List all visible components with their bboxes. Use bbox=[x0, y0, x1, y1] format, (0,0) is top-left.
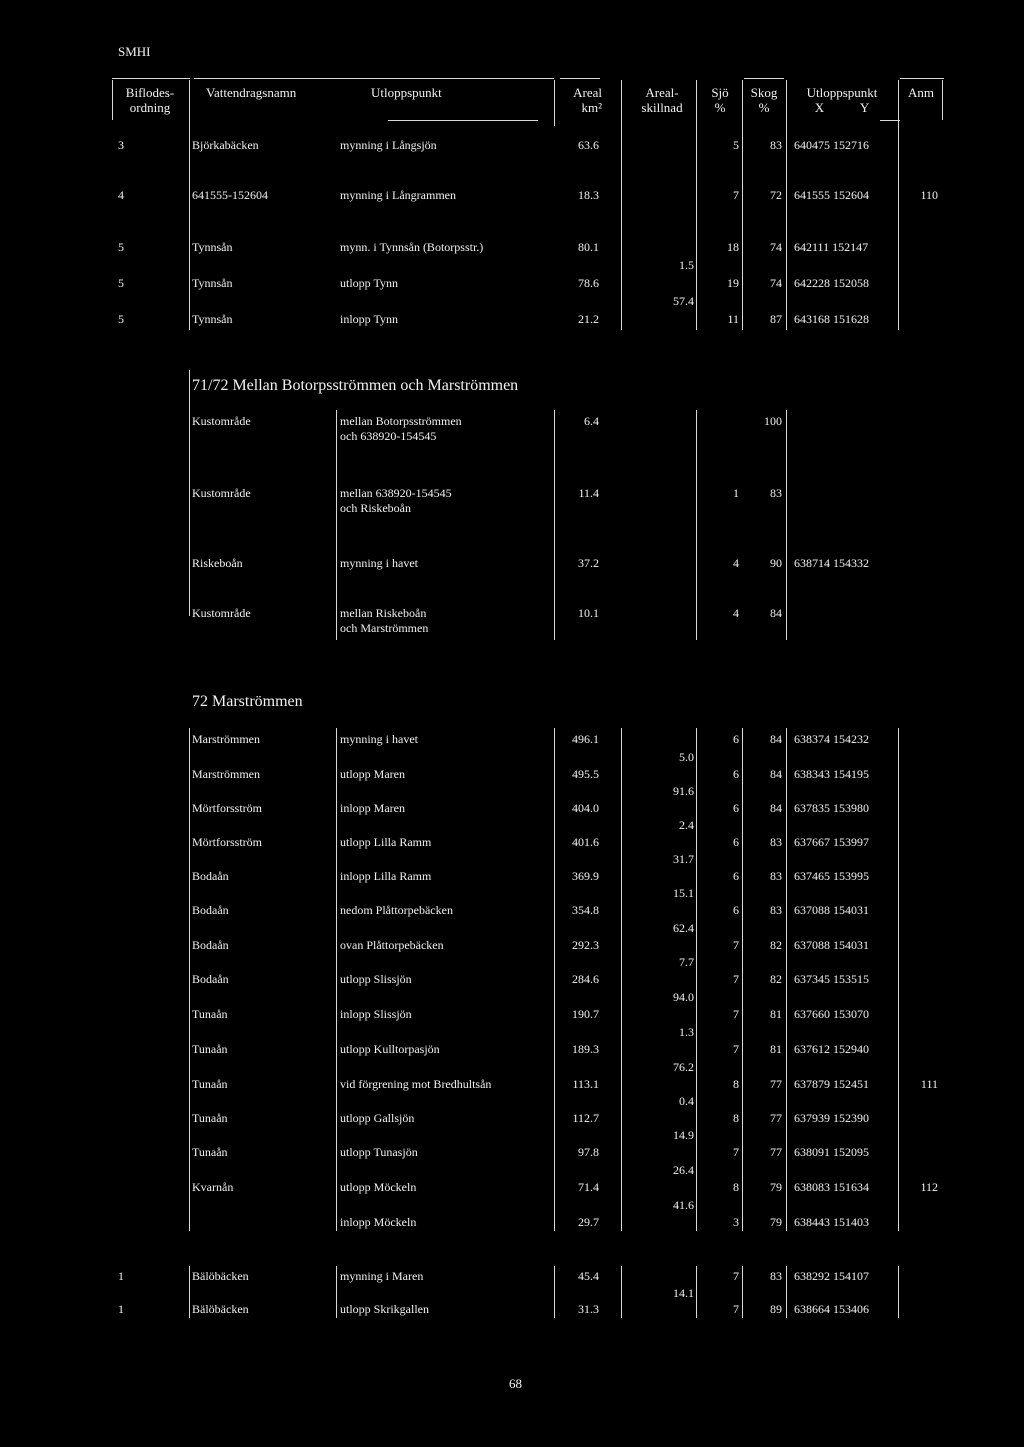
col-header-outlet: Utloppspunkt bbox=[371, 85, 442, 100]
cell-utlopp: mynning i havet bbox=[340, 556, 418, 570]
cell-areal: 354.8 bbox=[572, 903, 599, 917]
cell-areal: 18.3 bbox=[578, 188, 599, 202]
cell-skog: 83 bbox=[770, 138, 782, 152]
area-diff-value: 26.4 bbox=[673, 1163, 694, 1177]
cell-koord: 638714 154332 bbox=[794, 556, 869, 570]
col-header-lake: Sjö % bbox=[711, 85, 729, 115]
cell-koord: 637879 152451 bbox=[794, 1077, 869, 1091]
cell-sjo: 8 bbox=[733, 1077, 739, 1091]
cell-sjo: 5 bbox=[733, 138, 739, 152]
cell-skog: 81 bbox=[770, 1007, 782, 1021]
area-diff-value: 1.5 bbox=[679, 258, 694, 272]
cell-namn: Kustområde bbox=[192, 606, 251, 620]
cell-skog: 84 bbox=[770, 732, 782, 746]
cell-areal: 495.5 bbox=[572, 767, 599, 781]
cell-areal: 189.3 bbox=[572, 1042, 599, 1056]
cell-utlopp: ovan Plåttorpebäcken bbox=[340, 938, 444, 952]
cell-koord: 638343 154195 bbox=[794, 767, 869, 781]
cell-skog: 83 bbox=[770, 486, 782, 500]
cell-sjo: 7 bbox=[733, 1269, 739, 1283]
cell-skog: 82 bbox=[770, 938, 782, 952]
cell-utlopp: utlopp Lilla Ramm bbox=[340, 835, 432, 849]
cell-utlopp-line2: och Marströmmen bbox=[340, 621, 429, 635]
cell-koord: 641555 152604 bbox=[794, 188, 869, 202]
cell-sjo: 18 bbox=[727, 240, 739, 254]
area-diff-value: 76.2 bbox=[673, 1060, 694, 1074]
cell-ord: 3 bbox=[118, 138, 124, 152]
header-label: SMHI bbox=[118, 44, 151, 59]
cell-koord: 637835 153980 bbox=[794, 801, 869, 815]
cell-utlopp: utlopp Maren bbox=[340, 767, 405, 781]
section-heading-71-72: 71/72 Mellan Botorpsströmmen och Marströmmen bbox=[192, 377, 519, 394]
cell-areal: 6.4 bbox=[584, 414, 599, 428]
area-diff-value: 41.6 bbox=[673, 1198, 694, 1212]
cell-anm: 111 bbox=[920, 1077, 938, 1091]
cell-skog: 82 bbox=[770, 972, 782, 986]
cell-sjo: 7 bbox=[733, 1007, 739, 1021]
cell-areal: 10.1 bbox=[578, 606, 599, 620]
cell-sjo: 7 bbox=[733, 188, 739, 202]
cell-sjo: 1 bbox=[733, 486, 739, 500]
cell-utlopp: utlopp Slissjön bbox=[340, 972, 412, 986]
cell-koord: 638664 153406 bbox=[794, 1302, 869, 1316]
cell-sjo: 6 bbox=[733, 732, 739, 746]
cell-namn: Marströmmen bbox=[192, 767, 260, 781]
cell-areal: 113.1 bbox=[572, 1077, 599, 1091]
cell-areal: 45.4 bbox=[578, 1269, 599, 1283]
cell-utlopp: utlopp Tunasjön bbox=[340, 1145, 418, 1159]
cell-utlopp: inlopp Lilla Ramm bbox=[340, 869, 432, 883]
cell-koord: 643168 151628 bbox=[794, 312, 869, 326]
cell-koord: 638083 151634 bbox=[794, 1180, 869, 1194]
col-header-area-diff: Areal- skillnad bbox=[641, 85, 683, 115]
cell-sjo: 4 bbox=[733, 606, 739, 620]
cell-utlopp: utlopp Möckeln bbox=[340, 1180, 417, 1194]
cell-skog: 83 bbox=[770, 835, 782, 849]
cell-koord: 637088 154031 bbox=[794, 903, 869, 917]
cell-sjo: 6 bbox=[733, 869, 739, 883]
cell-namn: Mörtforsström bbox=[192, 835, 262, 849]
cell-areal: 78.6 bbox=[578, 276, 599, 290]
cell-namn: Mörtforsström bbox=[192, 801, 262, 815]
cell-koord: 638443 151403 bbox=[794, 1215, 869, 1229]
cell-utlopp: inlopp Möckeln bbox=[340, 1215, 417, 1229]
cell-koord: 637660 153070 bbox=[794, 1007, 869, 1021]
cell-skog: 77 bbox=[770, 1111, 782, 1125]
cell-anm: 110 bbox=[920, 188, 938, 202]
cell-namn: Björkabäcken bbox=[192, 138, 259, 152]
cell-areal: 284.6 bbox=[572, 972, 599, 986]
col-header-name: Vattendragsnamn bbox=[206, 85, 297, 100]
cell-namn: Bodaån bbox=[192, 903, 229, 917]
cell-utlopp: utlopp Skrikgallen bbox=[340, 1302, 429, 1316]
cell-skog: 100 bbox=[764, 414, 782, 428]
cell-utlopp: inlopp Maren bbox=[340, 801, 405, 815]
cell-namn: Tunaån bbox=[192, 1145, 228, 1159]
cell-koord: 638374 154232 bbox=[794, 732, 869, 746]
cell-sjo: 8 bbox=[733, 1180, 739, 1194]
area-diff-value: 91.6 bbox=[673, 784, 694, 798]
col-header-order: Biflodes- ordning bbox=[125, 85, 175, 115]
cell-utlopp: mellan Riskeboån och Marströmmen bbox=[340, 606, 552, 636]
cell-sjo: 19 bbox=[727, 276, 739, 290]
area-diff-value: 0.4 bbox=[679, 1094, 694, 1108]
col-header-note: Anm bbox=[908, 85, 934, 100]
cell-sjo: 7 bbox=[733, 972, 739, 986]
cell-namn: Tunaån bbox=[192, 1077, 228, 1091]
cell-sjo: 6 bbox=[733, 767, 739, 781]
cell-ord: 1 bbox=[118, 1302, 124, 1316]
cell-areal: 29.7 bbox=[578, 1215, 599, 1229]
cell-ord: 1 bbox=[118, 1269, 124, 1283]
cell-utlopp: mellan 638920-154545 och Riskeboån bbox=[340, 486, 552, 516]
cell-utlopp: mynning i Långrammen bbox=[340, 188, 456, 202]
cell-areal: 31.3 bbox=[578, 1302, 599, 1316]
cell-areal: 71.4 bbox=[578, 1180, 599, 1194]
page-number: 68 bbox=[509, 1376, 522, 1391]
cell-utlopp: inlopp Tynn bbox=[340, 312, 398, 326]
area-diff-value: 5.0 bbox=[679, 750, 694, 764]
cell-areal: 401.6 bbox=[572, 835, 599, 849]
cell-namn: Bodaån bbox=[192, 972, 229, 986]
cell-sjo: 6 bbox=[733, 903, 739, 917]
cell-sjo: 11 bbox=[727, 312, 739, 326]
cell-skog: 90 bbox=[770, 556, 782, 570]
cell-sjo: 7 bbox=[733, 1302, 739, 1316]
cell-koord: 637345 153515 bbox=[794, 972, 869, 986]
cell-namn: Riskeboån bbox=[192, 556, 243, 570]
cell-sjo: 7 bbox=[733, 1042, 739, 1056]
cell-koord: 637939 152390 bbox=[794, 1111, 869, 1125]
cell-skog: 89 bbox=[770, 1302, 782, 1316]
cell-utlopp: mynning i havet bbox=[340, 732, 418, 746]
area-diff-value: 2.4 bbox=[679, 818, 694, 832]
cell-namn: Tunaån bbox=[192, 1042, 228, 1056]
cell-utlopp: nedom Plåttorpebäcken bbox=[340, 903, 453, 917]
area-diff-value: 62.4 bbox=[673, 921, 694, 935]
cell-areal: 112.7 bbox=[572, 1111, 599, 1125]
area-diff-value: 1.3 bbox=[679, 1025, 694, 1039]
cell-namn: Kustområde bbox=[192, 486, 251, 500]
cell-anm: 112 bbox=[920, 1180, 938, 1194]
cell-koord: 637088 154031 bbox=[794, 938, 869, 952]
cell-sjo: 7 bbox=[733, 938, 739, 952]
cell-areal: 37.2 bbox=[578, 556, 599, 570]
cell-utlopp: vid förgrening mot Bredhultsån bbox=[340, 1077, 492, 1091]
cell-koord: 637465 153995 bbox=[794, 869, 869, 883]
cell-areal: 190.7 bbox=[572, 1007, 599, 1021]
cell-utlopp: utlopp Tynn bbox=[340, 276, 398, 290]
cell-namn: Tunaån bbox=[192, 1007, 228, 1021]
cell-namn: Tynnsån bbox=[192, 276, 233, 290]
cell-skog: 87 bbox=[770, 312, 782, 326]
cell-utlopp: inlopp Slissjön bbox=[340, 1007, 412, 1021]
cell-namn: Bälöbäcken bbox=[192, 1269, 249, 1283]
cell-skog: 84 bbox=[770, 767, 782, 781]
cell-namn: 641555-152604 bbox=[192, 188, 268, 202]
cell-skog: 79 bbox=[770, 1215, 782, 1229]
cell-areal: 63.6 bbox=[578, 138, 599, 152]
cell-namn: Tynnsån bbox=[192, 312, 233, 326]
cell-namn: Marströmmen bbox=[192, 732, 260, 746]
area-diff-value: 14.9 bbox=[673, 1128, 694, 1142]
cell-utlopp: utlopp Kulltorpasjön bbox=[340, 1042, 440, 1056]
cell-skog: 72 bbox=[770, 188, 782, 202]
cell-skog: 84 bbox=[770, 606, 782, 620]
area-diff-value: 31.7 bbox=[673, 852, 694, 866]
cell-utlopp-line2: och 638920-154545 bbox=[340, 429, 437, 443]
cell-koord: 638292 154107 bbox=[794, 1269, 869, 1283]
col-header-forest: Skog % bbox=[750, 85, 778, 115]
col-header-area: Areal km² bbox=[573, 85, 602, 115]
cell-ord: 5 bbox=[118, 240, 124, 254]
cell-skog: 83 bbox=[770, 1269, 782, 1283]
cell-sjo: 4 bbox=[733, 556, 739, 570]
cell-areal: 80.1 bbox=[578, 240, 599, 254]
area-diff-value: 7.7 bbox=[679, 955, 694, 969]
cell-skog: 77 bbox=[770, 1145, 782, 1159]
cell-utlopp: mynning i Maren bbox=[340, 1269, 424, 1283]
cell-sjo: 3 bbox=[733, 1215, 739, 1229]
col-header-coords: Utloppspunkt X Y bbox=[806, 85, 878, 115]
cell-utlopp: mynning i Långsjön bbox=[340, 138, 437, 152]
cell-namn: Kustområde bbox=[192, 414, 251, 428]
cell-koord: 638091 152095 bbox=[794, 1145, 869, 1159]
cell-areal: 292.3 bbox=[572, 938, 599, 952]
cell-namn: Bodaån bbox=[192, 938, 229, 952]
cell-skog: 81 bbox=[770, 1042, 782, 1056]
cell-namn: Bälöbäcken bbox=[192, 1302, 249, 1316]
cell-ord: 5 bbox=[118, 312, 124, 326]
cell-skog: 84 bbox=[770, 801, 782, 815]
cell-skog: 74 bbox=[770, 276, 782, 290]
cell-utlopp: mynn. i Tynnsån (Botorpsstr.) bbox=[340, 240, 484, 254]
cell-skog: 77 bbox=[770, 1077, 782, 1091]
section-heading-72: 72 Marströmmen bbox=[192, 693, 303, 710]
cell-sjo: 6 bbox=[733, 801, 739, 815]
cell-areal: 11.4 bbox=[578, 486, 599, 500]
area-diff-value: 94.0 bbox=[673, 990, 694, 1004]
cell-namn: Kvarnån bbox=[192, 1180, 234, 1194]
area-diff-value: 15.1 bbox=[673, 886, 694, 900]
cell-koord: 642111 152147 bbox=[794, 240, 869, 254]
cell-skog: 79 bbox=[770, 1180, 782, 1194]
cell-koord: 642228 152058 bbox=[794, 276, 869, 290]
cell-koord: 637612 152940 bbox=[794, 1042, 869, 1056]
cell-namn: Bodaån bbox=[192, 869, 229, 883]
cell-utlopp-line2: och Riskeboån bbox=[340, 501, 411, 515]
cell-sjo: 8 bbox=[733, 1111, 739, 1125]
cell-areal: 404.0 bbox=[572, 801, 599, 815]
cell-utlopp: mellan Botorpsströmmen och 638920-154545 bbox=[340, 414, 552, 444]
cell-sjo: 7 bbox=[733, 1145, 739, 1159]
cell-koord: 640475 152716 bbox=[794, 138, 869, 152]
cell-areal: 496.1 bbox=[572, 732, 599, 746]
area-diff-value: 14.1 bbox=[673, 1286, 694, 1300]
area-diff-value: 57.4 bbox=[673, 294, 694, 308]
cell-ord: 4 bbox=[118, 188, 124, 202]
cell-areal: 97.8 bbox=[578, 1145, 599, 1159]
cell-namn: Tynnsån bbox=[192, 240, 233, 254]
cell-areal: 369.9 bbox=[572, 869, 599, 883]
cell-skog: 74 bbox=[770, 240, 782, 254]
cell-koord: 637667 153997 bbox=[794, 835, 869, 849]
cell-ord: 5 bbox=[118, 276, 124, 290]
cell-areal: 21.2 bbox=[578, 312, 599, 326]
cell-utlopp: utlopp Gallsjön bbox=[340, 1111, 415, 1125]
cell-skog: 83 bbox=[770, 903, 782, 917]
cell-namn: Tunaån bbox=[192, 1111, 228, 1125]
cell-sjo: 6 bbox=[733, 835, 739, 849]
cell-skog: 83 bbox=[770, 869, 782, 883]
